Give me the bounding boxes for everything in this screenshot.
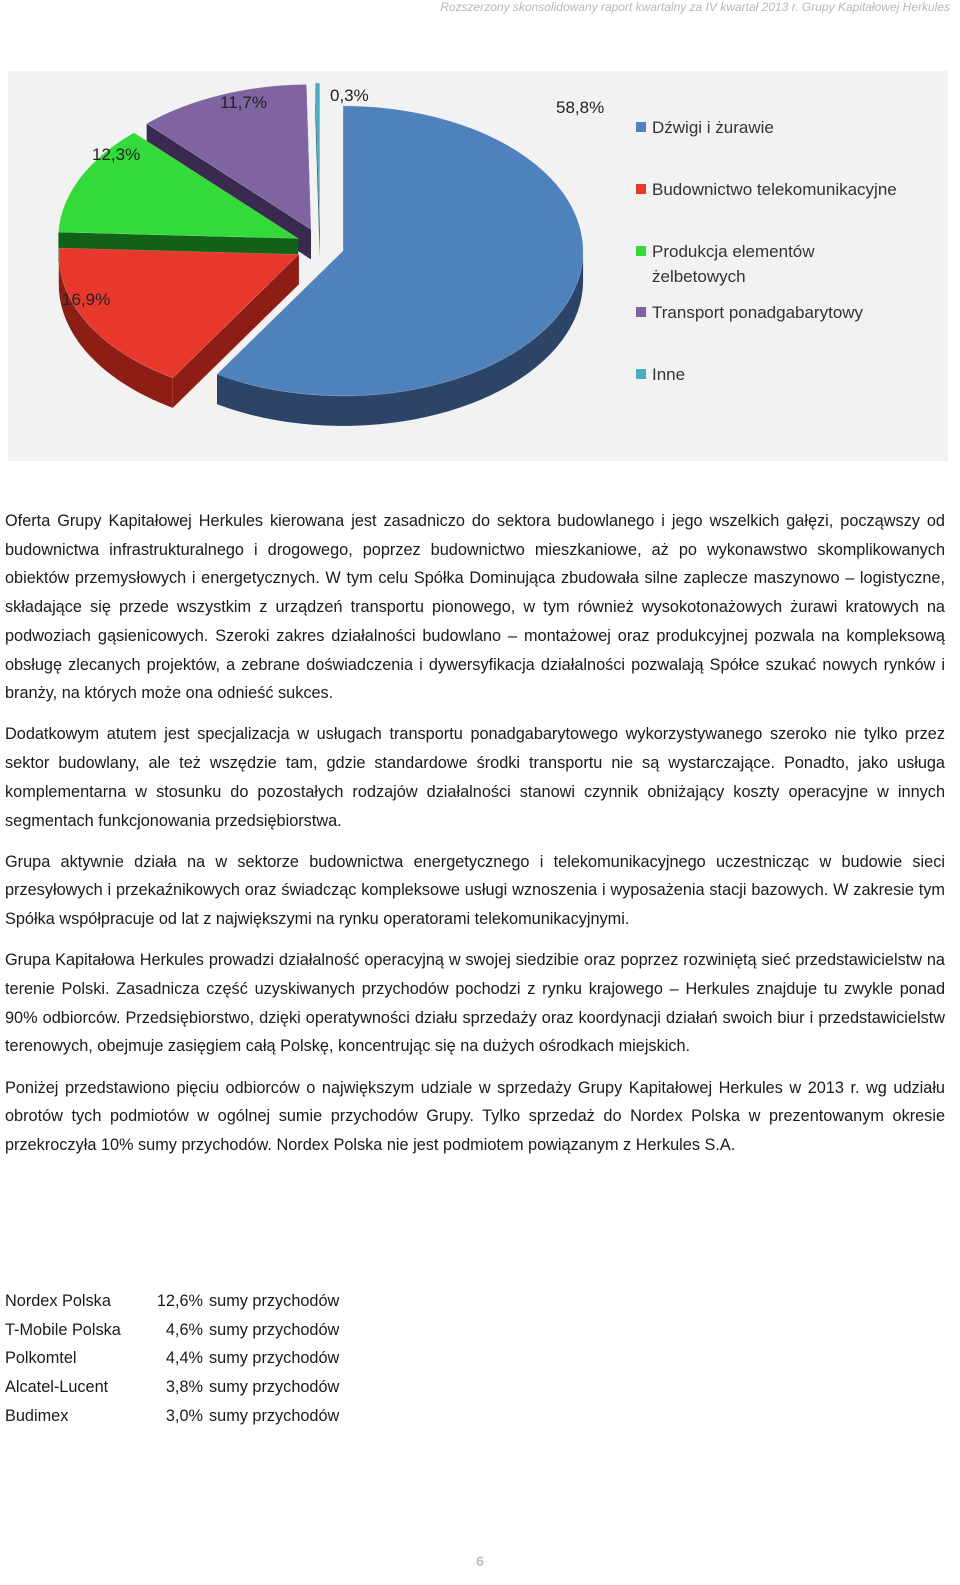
customer-name: T-Mobile Polska <box>5 1320 121 1339</box>
legend-swatch <box>636 122 646 132</box>
pie-slice <box>315 83 320 258</box>
paragraph: Oferta Grupy Kapitałowej Herkules kierowana jest zasadniczo do sektora budowlanego i jego wszelkich gałęzi, począwszy od budownictwa infrastrukturalnego i drogowego, poprzez budownictwo mieszkaniowe, aż po wykonawstwo skomplikowanych obiektów przemysłowych i energetycznych. W tym celu Spółka Dominująca zbudowała silne zaplecze maszynowo – logistyczne, składające się przede wszystkim z urządzeń transportu pionowego, w tym również wysokotonażowych żurawi kratowych na podwoziach gąsienicowych. Szeroki zakres działalności budowlano – montażowej oraz produkcyjnej pozwala na kompleksową obsługę zlecanych projektów, a zebrane doświadczenia i dywersyfikacja działalności pozwalają Spółce szukać nowych rynków i branży, na których może ona odnieść sukces. <box>5 512 945 703</box>
legend-item-produkcja <box>636 239 892 289</box>
legend-item-transport <box>636 300 863 325</box>
legend-swatch <box>636 184 646 194</box>
customer-name: Nordex Polska <box>5 1292 111 1310</box>
customer-name: Budimex <box>5 1406 69 1425</box>
page-number: 6 <box>476 1553 484 1569</box>
customer-share-desc: sumy przychodów <box>209 1378 340 1397</box>
legend-label: Dźwigi i żurawie <box>652 118 774 137</box>
customer-share: 3,8% <box>165 1378 203 1397</box>
legend-swatch <box>636 307 646 317</box>
legend-label: Transport ponadgabarytowy <box>652 303 864 322</box>
customer-share: 12,6% <box>156 1292 203 1310</box>
legend-item-budownictwo <box>636 177 897 202</box>
legend-item-dzwigi <box>636 115 774 140</box>
customer-name: Polkomtel <box>5 1349 77 1368</box>
legend-item-inne <box>636 362 685 387</box>
customer-share-desc: sumy przychodów <box>209 1292 340 1310</box>
paragraph: Grupa Kapitałowa Herkules prowadzi działalność operacyjną w swojej siedzibie oraz poprzez rozwiniętą sieć przedstawicielstw na terenie Polski. Zasadnicza część uzyskiwanych przychodów pochodzi z rynku krajowego – Herkules znajduje tu zwykle ponad 90% odbiorców. Przedsiębiorstwo, dzięki operatywności działu sprzedaży oraz koordynacji działań swoich biur i przedstawicielstw terenowych, obejmuje zasięgiem całą Polskę, koncentrując się na dużych ośrodkach miejskich. <box>5 951 945 1056</box>
legend-label: Produkcja elementów żelbetowych <box>652 242 815 286</box>
pie-chart <box>8 71 948 461</box>
customer-share-desc: sumy przychodów <box>209 1320 340 1339</box>
customer-name: Alcatel-Lucent <box>5 1378 109 1397</box>
paragraph: Poniżej przedstawiono pięciu odbiorców o największym udziale w sprzedaży Grupy Kapitałowej Herkules w 2013 r. wg udziału obrotów tych podmiotów w ogólnej sumie przychodów Grupy. Tylko sprzedaż do Nordex Polska w prezentowanym okresie przekroczyła 10% sumy przychodów. Nordex Polska nie jest podmiotem powiązanym z Herkules S.A. <box>5 1078 945 1155</box>
customer-share: 4,4% <box>165 1349 203 1368</box>
pie-data-label: 11,7% <box>220 93 267 112</box>
customer-share: 3,0% <box>165 1406 203 1425</box>
legend-swatch <box>636 369 646 379</box>
body-text <box>5 507 945 1172</box>
legend-label: Budownictwo telekomunikacyjne <box>652 180 897 199</box>
customer-share: 4,6% <box>165 1320 203 1339</box>
legend-swatch <box>636 246 646 256</box>
paragraph: Dodatkowym atutem jest specjalizacja w usługach transportu ponadgabarytowego wykorzystywanego szeroko nie tylko przez sektor budowlany, ale też wszędzie tam, gdzie standardowe środki transportu nie są wystarczające. Ponadto, jako usługa komplementarna w stosunku do pozostałych rodzajów działalności stanowi czynnik obniżający koszty operacyjne w innych segmentach funkcjonowania przedsiębiorstwa. <box>5 725 945 830</box>
pie-data-label: 12,3% <box>92 145 141 164</box>
legend-label: Inne <box>652 365 686 384</box>
pie-data-label: 58,8% <box>556 98 605 117</box>
paragraph: Grupa aktywnie działa na w sektorze budownictwa energetycznego i telekomunikacyjnego uczestnicząc w budowie sieci przesyłowych i przekaźnikowych oraz świadcząc kompleksowe usługi wznoszenia i wyposażenia stacji bazowych. W zakresie tym Spółka współpracuje od lat z największymi na rynku operatorami telekomunikacyjnymi. <box>5 852 945 929</box>
pie-slice-top <box>315 83 320 228</box>
pie-data-label: 0,3% <box>330 86 369 105</box>
customer-share-desc: sumy przychodów <box>209 1349 340 1368</box>
customer-share-desc: sumy przychodów <box>209 1406 340 1425</box>
running-header: Rozszerzony skonsolidowany raport kwartalny za IV kwartał 2013 r. Grupy Kapitałowej Herkules <box>440 0 950 14</box>
pie-data-label: 16,9% <box>62 290 111 309</box>
